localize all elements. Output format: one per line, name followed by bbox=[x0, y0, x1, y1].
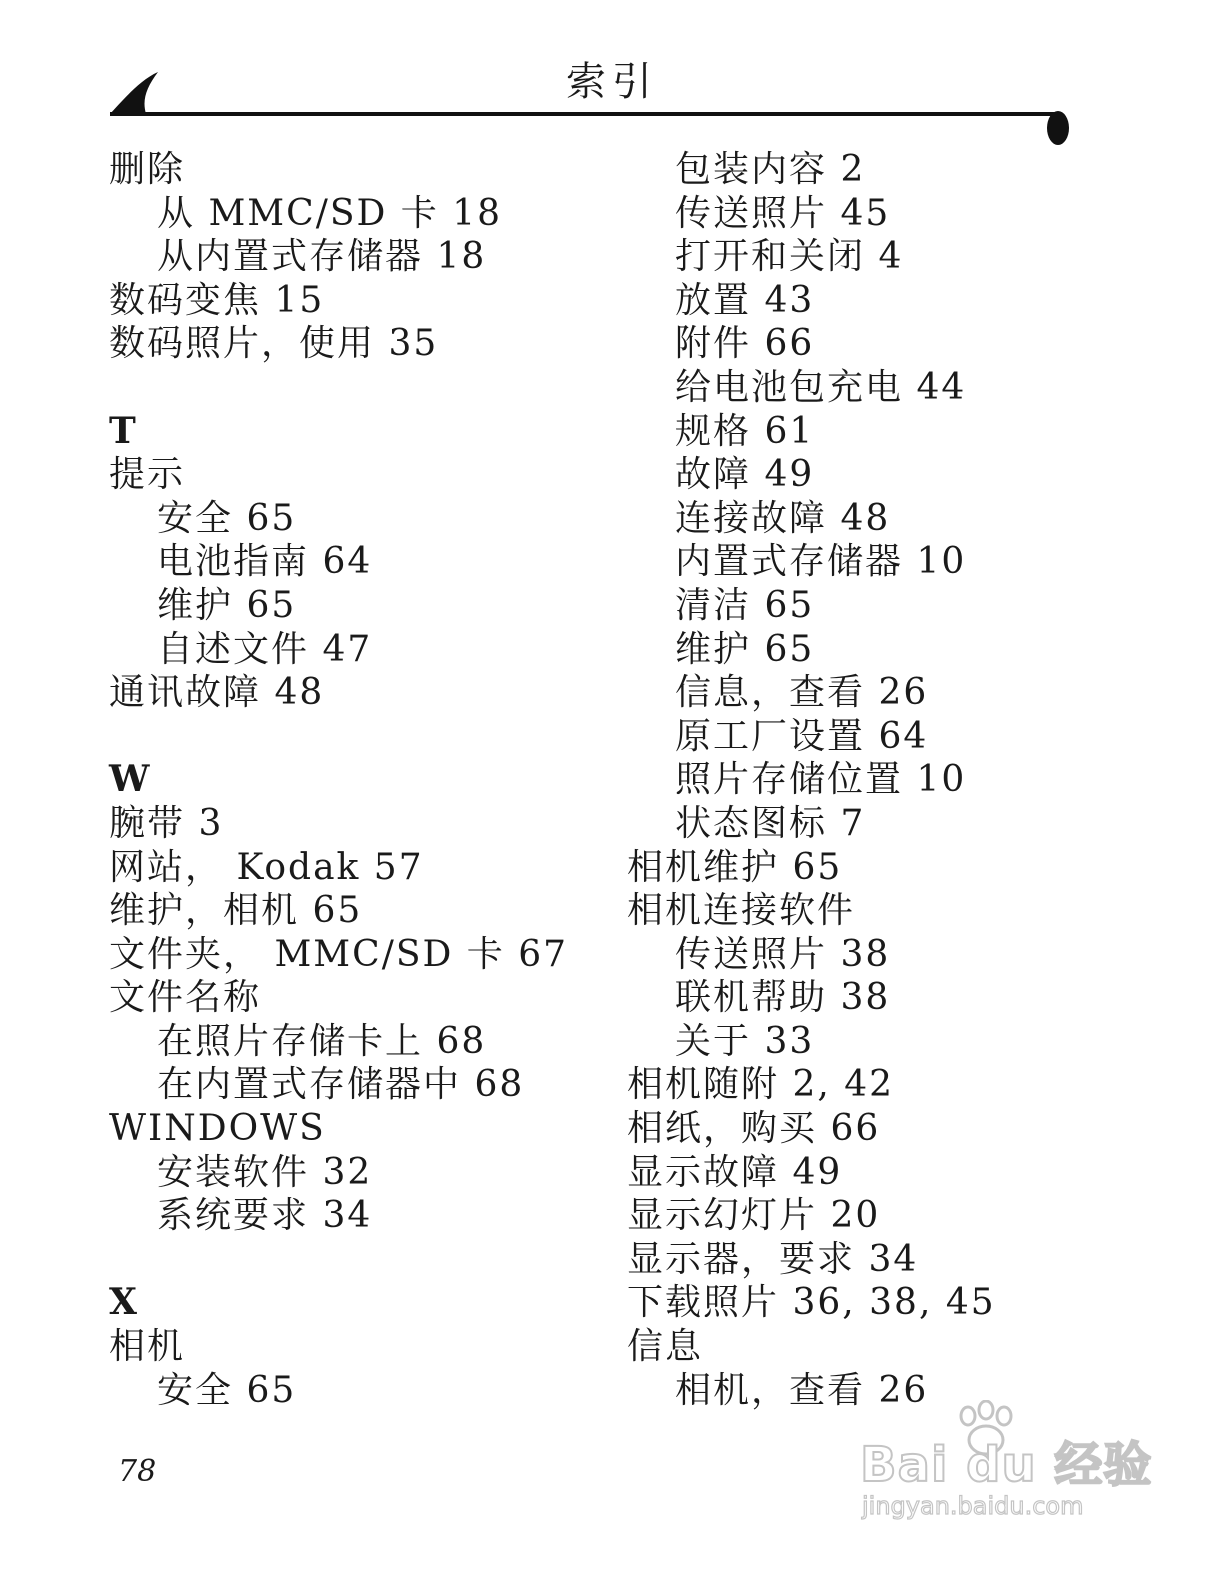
index-subentry: 维护 65 bbox=[675, 628, 815, 670]
index-subentry: 相机，查看 26 bbox=[675, 1369, 929, 1411]
index-subentry: 状态图标 7 bbox=[675, 802, 866, 844]
index-entry: 显示幻灯片 20 bbox=[627, 1195, 881, 1237]
watermark-brand: Bai du 经验 bbox=[860, 1437, 1153, 1493]
index-entry: 数码照片，使用 35 bbox=[109, 323, 439, 365]
index-entry: WINDOWS bbox=[109, 1108, 326, 1150]
index-entry: 维护，相机 65 bbox=[109, 890, 363, 932]
index-subentry: 附件 66 bbox=[675, 323, 815, 365]
index-subentry: 从 MMC/SD 卡 18 bbox=[157, 192, 503, 234]
index-subentry: 传送照片 38 bbox=[675, 933, 891, 975]
index-subentry: 在内置式存储器中 68 bbox=[157, 1064, 525, 1106]
index-subentry: 关于 33 bbox=[675, 1020, 815, 1062]
section-letter: X bbox=[109, 1281, 139, 1324]
index-subentry: 给电池包充电 44 bbox=[675, 366, 967, 408]
index-right-column bbox=[627, 148, 1187, 1412]
section-letter: T bbox=[109, 409, 138, 452]
index-entry: 相机维护 65 bbox=[627, 846, 843, 888]
index-subentry: 维护 65 bbox=[157, 584, 297, 626]
spacer bbox=[109, 1238, 629, 1282]
index-subentry: 故障 49 bbox=[675, 454, 815, 496]
index-subentry: 在照片存储卡上 68 bbox=[157, 1020, 487, 1062]
index-subentry: 从内置式存储器 18 bbox=[157, 236, 487, 278]
index-subentry: 放置 43 bbox=[675, 279, 815, 321]
index-subentry: 系统要求 34 bbox=[157, 1195, 373, 1237]
index-entry: 删除 bbox=[109, 149, 186, 190]
section-letter: W bbox=[109, 758, 152, 801]
page-title: 索引 bbox=[566, 59, 658, 105]
index-entry: 显示器，要求 34 bbox=[627, 1238, 919, 1280]
index-entry: 通讯故障 48 bbox=[109, 672, 325, 714]
index-entry: 网站， Kodak 57 bbox=[109, 846, 424, 888]
index-subentry: 传送照片 45 bbox=[675, 192, 891, 234]
index-subentry: 照片存储位置 10 bbox=[675, 759, 967, 801]
index-subentry: 打开和关闭 4 bbox=[675, 236, 904, 278]
page-number: 78 bbox=[118, 1454, 157, 1489]
index-entry: 相机随附 2, 42 bbox=[627, 1064, 895, 1106]
index-subentry: 电池指南 64 bbox=[157, 541, 373, 583]
index-entry: 文件名称 bbox=[109, 977, 262, 1019]
index-entry: 提示 bbox=[109, 454, 186, 496]
index-entry: 数码变焦 15 bbox=[109, 279, 325, 321]
index-entry: 相纸，购买 66 bbox=[627, 1108, 881, 1150]
index-subentry: 包装内容 2 bbox=[675, 149, 866, 190]
spacer bbox=[109, 366, 629, 410]
index-entry: 文件夹， MMC/SD 卡 67 bbox=[109, 933, 569, 975]
index-subentry: 安全 65 bbox=[157, 497, 297, 539]
watermark-url: jingyan.baidu.com bbox=[862, 1492, 1084, 1520]
index-subentry: 清洁 65 bbox=[675, 584, 815, 626]
index-subentry: 规格 61 bbox=[675, 410, 815, 452]
index-entry: 相机连接软件 bbox=[627, 890, 856, 932]
baidu-jingyan-watermark bbox=[858, 1400, 1158, 1560]
index-subentry: 安全 65 bbox=[157, 1369, 297, 1411]
index-subentry: 自述文件 47 bbox=[157, 628, 373, 670]
index-left-column bbox=[109, 148, 629, 1412]
index-subentry: 信息，查看 26 bbox=[675, 672, 929, 714]
index-entry: 信息 bbox=[627, 1326, 704, 1368]
index-entry: 相机 bbox=[109, 1326, 186, 1368]
index-entry: 显示故障 49 bbox=[627, 1151, 843, 1193]
index-subentry: 联机帮助 38 bbox=[675, 977, 891, 1019]
index-subentry: 连接故障 48 bbox=[675, 497, 891, 539]
index-entry: 腕带 3 bbox=[109, 802, 224, 844]
spacer bbox=[109, 715, 629, 759]
index-subentry: 原工厂设置 64 bbox=[675, 715, 929, 757]
index-entry: 下载照片 36, 38, 45 bbox=[627, 1282, 996, 1324]
index-subentry: 内置式存储器 10 bbox=[675, 541, 967, 583]
index-subentry: 安装软件 32 bbox=[157, 1151, 373, 1193]
